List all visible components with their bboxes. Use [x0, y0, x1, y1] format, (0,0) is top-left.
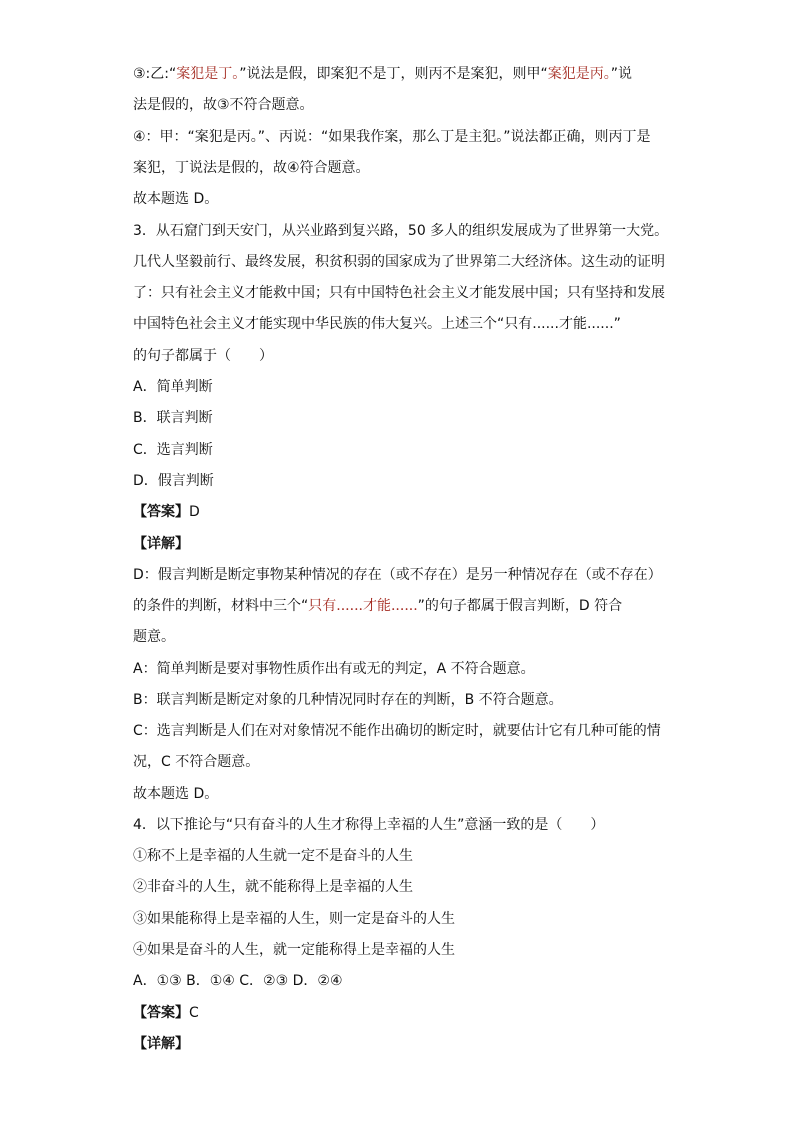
- option-c: C．选言判断: [133, 442, 213, 458]
- question-3-stem: 中国特色社会主义才能实现中华民族的伟大复兴。上述三个“只有......才能......”: [133, 316, 621, 332]
- explanation-line: D：假言判断是断定事物某种情况的存在（或不存在）是另一种情况存在（或不存在）: [133, 567, 662, 583]
- answer-value: D: [189, 504, 200, 520]
- option-b: B．联言判断: [133, 410, 213, 426]
- statement-4: ④如果是奋斗的人生，就一定能称得上是幸福的人生: [133, 942, 455, 958]
- explanation-line: 故本题选 D。: [133, 786, 219, 802]
- text-segment: 的条件的判断，材料中三个“: [133, 598, 309, 614]
- explanation-line: A：简单判断是要对事物性质作出有或无的判定，A 不符合题意。: [133, 661, 535, 677]
- highlighted-quote: 案犯是丁。: [176, 66, 240, 82]
- answer-label: 【答案】: [133, 504, 189, 520]
- option-d: D．假言判断: [133, 473, 214, 489]
- statement-2: ②非奋斗的人生，就不能称得上是幸福的人生: [133, 879, 413, 895]
- answer-value: C: [189, 1005, 199, 1021]
- explanation-line: C：选言判断是人们在对对象情况不能作出确切的断定时，就要估计它有几种可能的情: [133, 723, 661, 739]
- question-4-options: A．①③ B．①④ C．②③ D．②④: [133, 973, 343, 989]
- explanation-line: 题意。: [133, 629, 175, 645]
- answer-label: 【答案】: [133, 1005, 189, 1021]
- text-segment: ”的句子都属于假言判断，D 符合: [417, 598, 623, 614]
- highlighted-quote: 只有......才能......: [308, 598, 418, 614]
- highlighted-quote: 案犯是丙。: [547, 66, 611, 82]
- explanation-line: 况，C 不符合题意。: [133, 754, 260, 770]
- question-3-stem: 3．从石窟门到天安门，从兴业路到复兴路，50 多人的组织发展成为了世界第一大党。: [133, 223, 669, 239]
- statement-1: ①称不上是幸福的人生就一定不是奋斗的人生: [133, 848, 413, 864]
- text-line: 案犯，丁说法是假的，故④符合题意。: [133, 160, 370, 176]
- question-3-stem: 几代人坚毅前行、最终发展，积贫积弱的国家成为了世界第二大经济体。这生动的证明: [133, 254, 665, 270]
- statement-3: ③如果能称得上是幸福的人生，则一定是奋斗的人生: [133, 911, 455, 927]
- text-segment: ③:乙:“: [133, 66, 177, 82]
- question-3-stem: 的句子都属于（ ）: [133, 348, 273, 364]
- explanation-label: 【详解】: [133, 536, 189, 552]
- explanation-line: [133, 596, 674, 616]
- text-segment: ”说法是假，即案犯不是丁，则丙不是案犯，则甲“: [239, 66, 548, 82]
- text-line: 故本题选 D。: [133, 191, 219, 207]
- answer-line: [133, 1003, 674, 1023]
- text-line: ④：甲：“案犯是丙。”、丙说：“如果我作案，那么丁是主犯。”说法都正确，则丙丁是: [133, 129, 651, 145]
- question-3-stem: 了：只有社会主义才能救中国；只有中国特色社会主义才能发展中国；只有坚持和发展: [133, 285, 665, 301]
- answer-line: [133, 502, 674, 522]
- text-line: 法是假的，故③不符合题意。: [133, 97, 314, 113]
- question-4-stem: 4．以下推论与“只有奋斗的人生才称得上幸福的人生”意涵一致的是（ ）: [133, 817, 605, 833]
- text-segment: ”说: [610, 66, 633, 82]
- explanation-label: 【详解】: [133, 1036, 189, 1052]
- explanation-line: B：联言判断是断定对象的几种情况同时存在的判断，B 不符合题意。: [133, 692, 563, 708]
- text-line: [133, 64, 674, 84]
- option-a: A．简单判断: [133, 379, 213, 395]
